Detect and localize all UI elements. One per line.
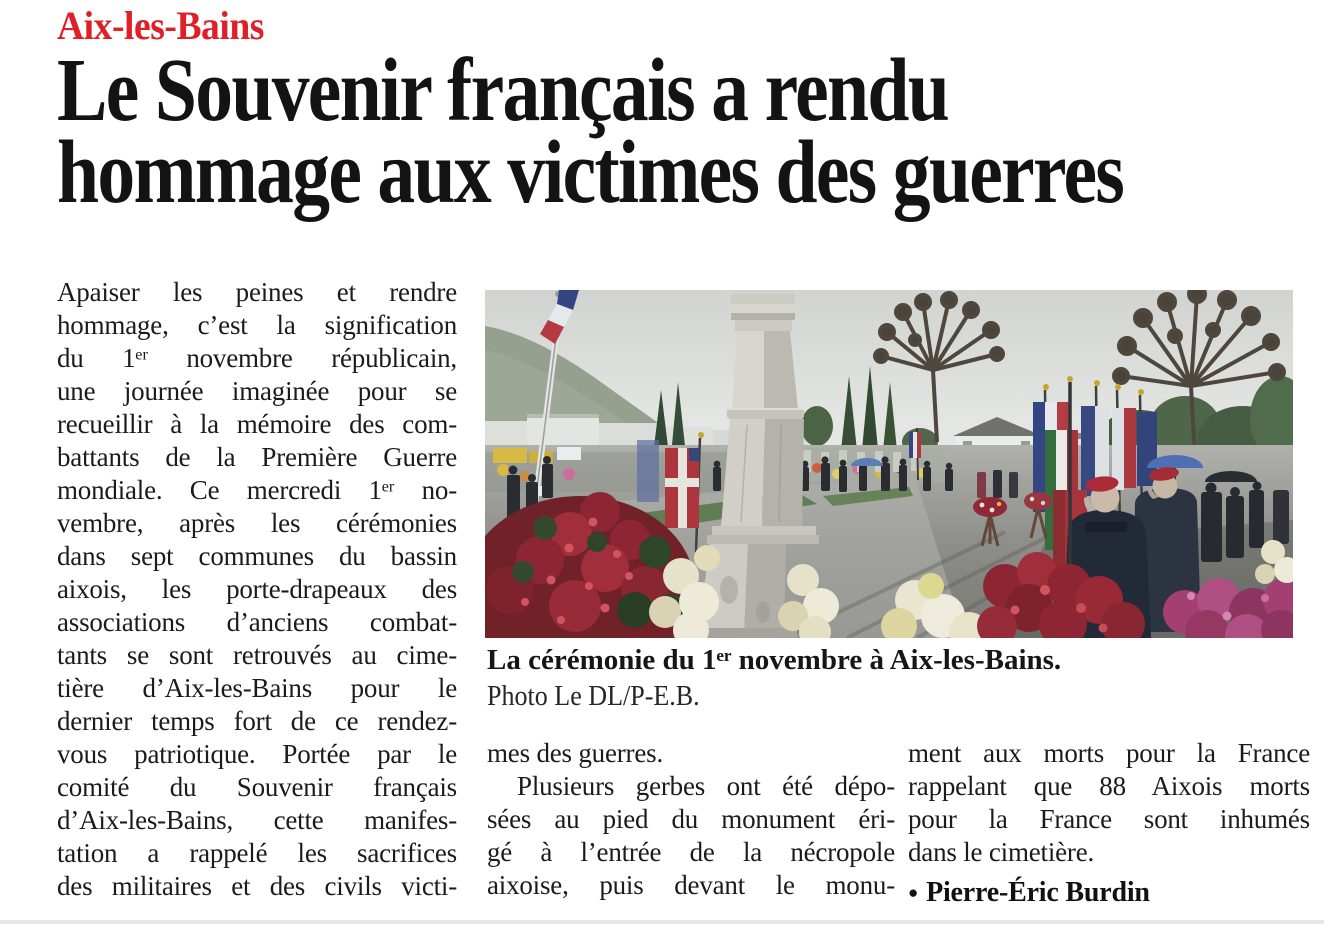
ceremony-photo-illustration [485, 290, 1293, 638]
body-column-middle [487, 737, 895, 902]
body-line: aixoise, puis devant le monu- [487, 870, 895, 900]
body-line: une journée imaginée pour se [57, 376, 457, 406]
body-line: sées au pied du monument éri- [487, 804, 895, 834]
body-line: tière d’Aix-les-Bains pour le [57, 673, 457, 703]
body-line: Plusieurs gerbes ont été dépo- [517, 771, 895, 801]
body-line: rappelant que 88 Aixois morts [908, 771, 1310, 801]
body-line: dans le cimetière. [908, 837, 1095, 867]
body-line: gé à l’entrée de la nécropole [487, 837, 895, 867]
body-line: dernier temps fort de ce rendez- [57, 706, 457, 736]
body-line: du 1ᵉʳ novembre républicain, [57, 343, 457, 373]
body-line: comité du Souvenir français [57, 772, 457, 802]
photo-credit: Photo Le DL/P-E.B. [487, 681, 700, 712]
bottom-edge-line [0, 920, 1324, 924]
headline-line-1: Le Souvenir français a rendu [57, 41, 949, 140]
body-line: ment aux morts pour la France [908, 738, 1310, 768]
body-line: vembre, après les cérémonies [57, 508, 457, 538]
headline-line-2: hommage aux victimes des guerres [57, 123, 1124, 222]
body-column-right-text [908, 737, 1310, 869]
body-column-left [57, 276, 457, 903]
byline-author: Pierre-Éric Burdin [926, 877, 1150, 908]
author-byline [908, 876, 1310, 909]
body-line: hommage, c’est la signification [57, 310, 457, 340]
body-line: vous patriotique. Portée par le [57, 739, 457, 769]
body-line: des militaires et des civils victi- [57, 871, 457, 901]
body-line: mondiale. Ce mercredi 1ᵉʳ no- [57, 475, 457, 505]
body-line: dans sept communes du bassin [57, 541, 457, 571]
body-line: recueillir à la mémoire des com- [57, 409, 457, 439]
photo-caption: La cérémonie du 1ᵉʳ novembre à Aix-les-Bains. [487, 644, 1062, 676]
byline-bullet-icon: ● [908, 883, 919, 902]
body-line: tants se sont retrouvés au cime- [57, 640, 457, 670]
body-line: d’Aix-les-Bains, cette manifes- [57, 805, 457, 835]
body-line: pour la France sont inhumés [908, 804, 1310, 834]
article-photo [485, 290, 1293, 638]
body-line: Apaiser les peines et rendre [57, 277, 457, 307]
body-line: associations d’anciens combat- [57, 607, 457, 637]
body-line: battants de la Première Guerre [57, 442, 457, 472]
body-line: mes des guerres. [487, 738, 663, 768]
body-line: aixois, les porte-drapeaux des [57, 574, 457, 604]
body-line: tation a rappelé les sacrifices [57, 838, 457, 868]
section-kicker: Aix-les-Bains [57, 3, 264, 48]
body-column-right [908, 737, 1310, 909]
